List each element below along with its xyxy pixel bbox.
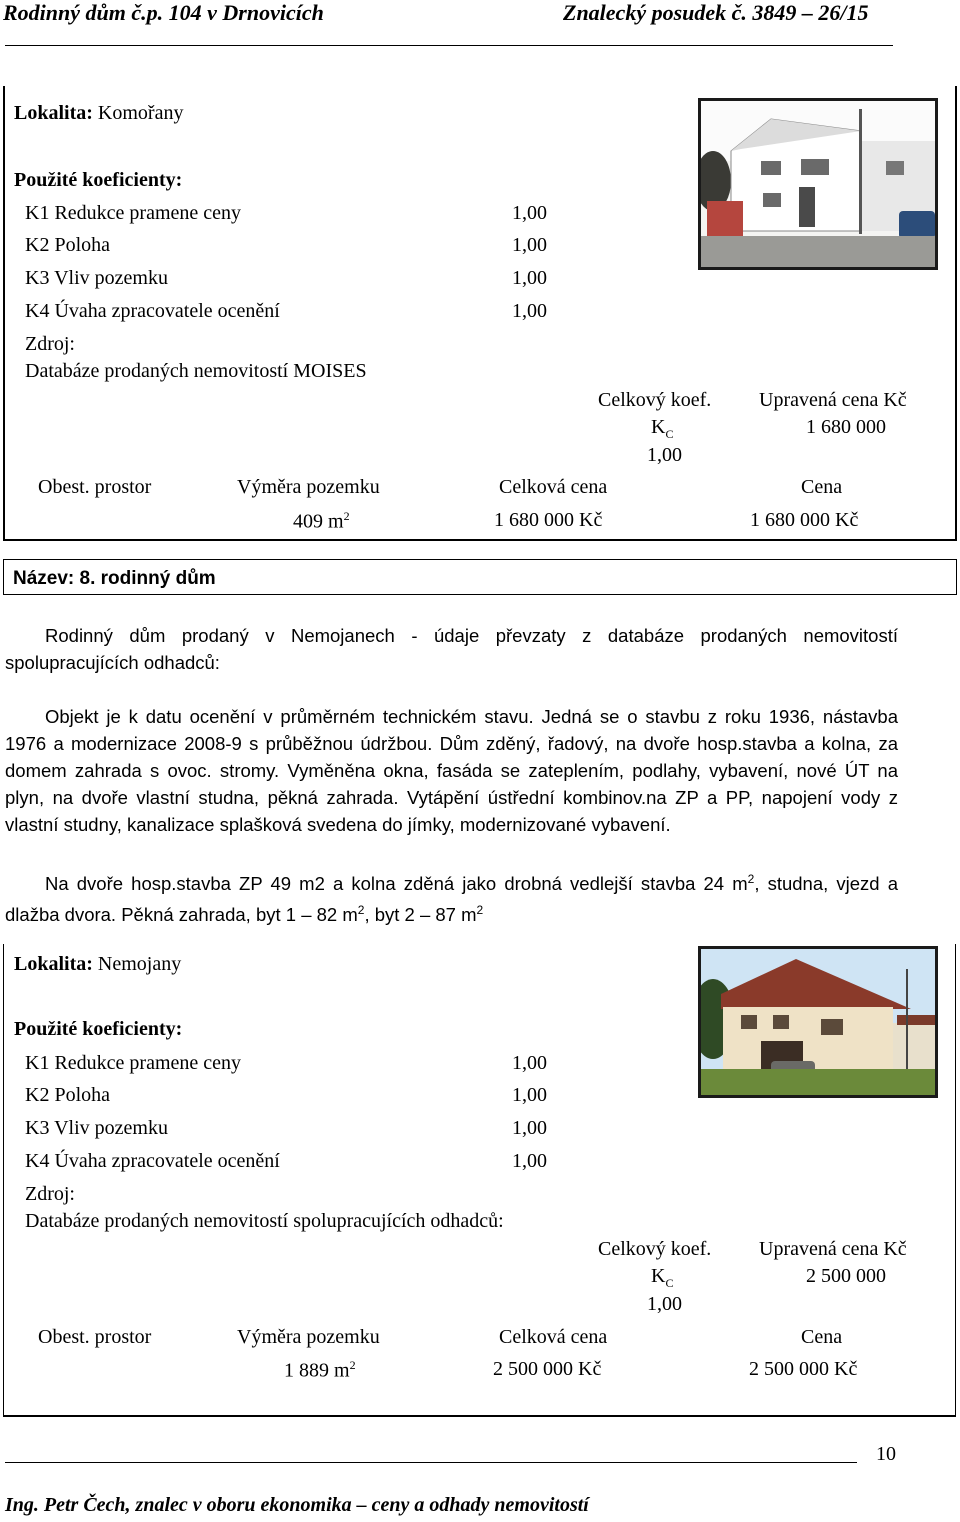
header-right: Znalecký posudek č. 3849 – 26/15: [563, 0, 869, 25]
house-photo-komorany: [698, 98, 938, 270]
description-p3: Na dvoře hosp.stavba ZP 49 m2 a kolna zděná jako drobná vedlejší stavba 24 $m^2$, studna, vjezd a dlažba dvora. Pěkná zahrada, byt 1 – 82 $m^2$, byt 2 – 87 $m^2$: [5, 872, 898, 926]
block1-right-border: [955, 86, 957, 541]
col-obest-prostor: Obest. prostor: [38, 1326, 152, 1348]
coef-label: K1 Redukce pramene ceny: [25, 202, 242, 224]
coef-label: K3 Vliv pozemku: [25, 267, 168, 289]
koef-title-2: Použité koeficienty:: [14, 1018, 183, 1040]
footer-rule: [5, 1462, 857, 1463]
celkovy-koef-label: Celkový koef.: [598, 389, 712, 411]
coef-label: K4 Úvaha zpracovatele ocenění: [25, 1150, 280, 1172]
coef-value: 1,00: [512, 1084, 547, 1106]
zdroj-value-1: Databáze prodaných nemovitostí MOISES: [25, 360, 367, 382]
kc-value: 1,00: [647, 1293, 682, 1315]
footer-author: Ing. Petr Čech, znalec v oboru ekonomika – ceny a odhady nemovitostí: [5, 1494, 589, 1516]
upravena-cena-label: Upravená cena Kč: [759, 389, 907, 411]
col-cena: Cena: [801, 476, 843, 498]
coef-value: 1,00: [512, 300, 547, 322]
nazev-heading: Název: 8. rodinný dům: [13, 568, 216, 589]
col-celkova-cena: Celková cena: [499, 476, 608, 498]
coef-value: 1,00: [512, 234, 547, 256]
vymera-value: 1 889 $m^2$: [284, 1358, 356, 1382]
cena-value: 1 680 000 Kč: [750, 509, 859, 531]
description-p1: Rodinný dům prodaný v Nemojanech - údaje převzaty z databáze prodaných nemovitostí spolupracujících odhadců:: [5, 625, 898, 673]
col-obest-prostor: Obest. prostor: [38, 476, 152, 498]
kc-label: $K_C$: [651, 416, 674, 441]
header-rule: [5, 45, 893, 46]
coef-label: K1 Redukce pramene ceny: [25, 1052, 242, 1074]
block1-left-border: [3, 86, 5, 541]
page-number: 10: [876, 1443, 896, 1465]
coef-value: 1,00: [512, 1117, 547, 1139]
kc-value: 1,00: [647, 444, 682, 466]
zdroj-label-1: Zdroj:: [25, 333, 75, 355]
col-cena: Cena: [801, 1326, 843, 1348]
coef-value: 1,00: [512, 1150, 547, 1172]
kc-label: $K_C$: [651, 1265, 674, 1290]
celkova-cena-value: 2 500 000 Kč: [493, 1358, 602, 1380]
cena-value: 2 500 000 Kč: [749, 1358, 858, 1380]
celkova-cena-value: 1 680 000 Kč: [494, 509, 603, 531]
upravena-cena-label: Upravená cena Kč: [759, 1238, 907, 1260]
header-left: Rodinný dům č.p. 104 v Drnovicích: [3, 0, 324, 25]
coef-label: K2 Poloha: [25, 234, 110, 256]
zdroj-value-2: Databáze prodaných nemovitostí spolupracujících odhadců:: [25, 1210, 504, 1232]
celkovy-koef-label: Celkový koef.: [598, 1238, 712, 1260]
col-vymera-pozemku: Výměra pozemku: [237, 476, 380, 498]
coef-label: K4 Úvaha zpracovatele ocenění: [25, 300, 280, 322]
coef-value: 1,00: [512, 267, 547, 289]
lokalita-1: Lokalita: Komořany: [14, 102, 184, 124]
upravena-cena-value: 2 500 000: [806, 1265, 886, 1287]
col-celkova-cena: Celková cena: [499, 1326, 608, 1348]
nazev-right-border: [956, 559, 957, 595]
zdroj-label-2: Zdroj:: [25, 1183, 75, 1205]
block2-left-border: [3, 944, 4, 1417]
vymera-value: 409 $m^2$: [293, 509, 350, 533]
coef-value: 1,00: [512, 1052, 547, 1074]
nazev-top-border: [3, 559, 957, 560]
coef-label: K3 Vliv pozemku: [25, 1117, 168, 1139]
nazev-bottom-border: [3, 594, 957, 595]
description-p2: Objekt je k datu ocenění v průměrném technickém stavu. Jedná se o stavbu z roku 1936, nástavba 1976 a modernizace 2008-9 s průběžnou údržbou. Dům zděný, řadový, na dvoře hosp.stavba a kolna, za domem zahrada s ovoc. stromy. Vyměněna okna, fasáda se zateplením, podlahy, vybavení, nové ÚT na plyn, na dvoře vlastní studna, pěkná zahrada. Vytápění ústřední kombinov.na ZP a PP, napojení vody z vlastní studny, kanalizace splašková svedena do jímky, modernizované vybavení.: [5, 706, 898, 835]
lokalita-2: Lokalita: Nemojany: [14, 953, 182, 975]
koef-title-1: Použité koeficienty:: [14, 169, 183, 191]
coef-label: K2 Poloha: [25, 1084, 110, 1106]
coef-value: 1,00: [512, 202, 547, 224]
nazev-left-border: [3, 559, 4, 595]
block2-right-border: [955, 944, 956, 1417]
house-photo-nemojany: [698, 946, 938, 1098]
upravena-cena-value: 1 680 000: [806, 416, 886, 438]
block1-bottom-border: [3, 539, 957, 541]
col-vymera-pozemku: Výměra pozemku: [237, 1326, 380, 1348]
block2-bottom-border: [3, 1415, 956, 1417]
